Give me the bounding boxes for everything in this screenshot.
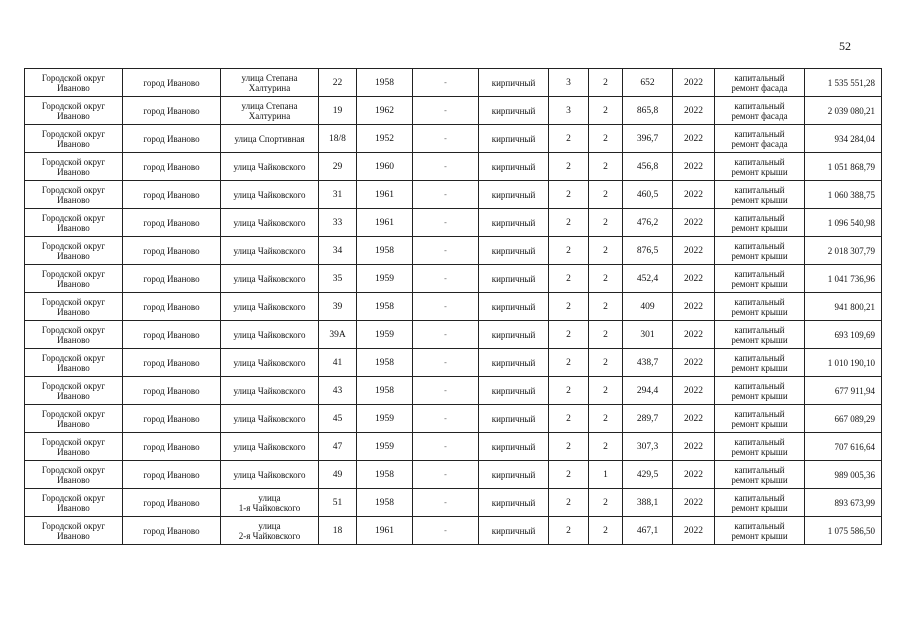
- house-number-cell: 39А: [319, 321, 357, 349]
- floors-cell: 2: [549, 517, 589, 545]
- repair-year-cell: 2022: [673, 265, 715, 293]
- table-row: [25, 237, 882, 265]
- table-row: [25, 405, 882, 433]
- street-cell: улица Чайковского: [221, 321, 319, 349]
- floors-cell: 2: [549, 265, 589, 293]
- municipality-cell: Городской округ Иваново: [25, 153, 123, 181]
- house-number-cell: 49: [319, 461, 357, 489]
- entrances-cell: 2: [589, 517, 623, 545]
- floors-cell: 2: [549, 461, 589, 489]
- floors-cell: 3: [549, 97, 589, 125]
- cost-cell: 1 535 551,28: [805, 69, 882, 97]
- municipality-cell: Городской округ Иваново: [25, 433, 123, 461]
- floors-cell: 2: [549, 349, 589, 377]
- entrances-cell: 2: [589, 69, 623, 97]
- repair-year-cell: 2022: [673, 433, 715, 461]
- house-number-cell: 47: [319, 433, 357, 461]
- year-built-cell: 1958: [357, 349, 413, 377]
- wall-material-cell: кирпичный: [479, 181, 549, 209]
- municipality-cell: Городской округ Иваново: [25, 97, 123, 125]
- table-row: [25, 517, 882, 545]
- settlement-cell: город Иваново: [123, 377, 221, 405]
- table-row: [25, 181, 882, 209]
- area-cell: 456,8: [623, 153, 673, 181]
- cost-cell: 934 284,04: [805, 125, 882, 153]
- cost-cell: 1 051 868,79: [805, 153, 882, 181]
- year-reconstruction-cell: -: [413, 405, 479, 433]
- street-cell: улица Чайковского: [221, 461, 319, 489]
- cost-cell: 707 616,64: [805, 433, 882, 461]
- repair-year-cell: 2022: [673, 405, 715, 433]
- wall-material-cell: кирпичный: [479, 293, 549, 321]
- municipality-cell: Городской округ Иваново: [25, 517, 123, 545]
- entrances-cell: 2: [589, 433, 623, 461]
- area-cell: 388,1: [623, 489, 673, 517]
- entrances-cell: 2: [589, 237, 623, 265]
- street-cell: улица 2-я Чайковского: [221, 517, 319, 545]
- repair-year-cell: 2022: [673, 461, 715, 489]
- floors-cell: 2: [549, 181, 589, 209]
- year-reconstruction-cell: -: [413, 181, 479, 209]
- floors-cell: 2: [549, 405, 589, 433]
- repair-year-cell: 2022: [673, 125, 715, 153]
- street-cell: улица 1-я Чайковского: [221, 489, 319, 517]
- repair-year-cell: 2022: [673, 69, 715, 97]
- house-number-cell: 43: [319, 377, 357, 405]
- street-cell: улица Степана Халтурина: [221, 69, 319, 97]
- area-cell: 452,4: [623, 265, 673, 293]
- house-number-cell: 22: [319, 69, 357, 97]
- street-cell: улица Чайковского: [221, 405, 319, 433]
- table-row: [25, 321, 882, 349]
- table-row: [25, 97, 882, 125]
- area-cell: 460,5: [623, 181, 673, 209]
- year-built-cell: 1959: [357, 265, 413, 293]
- floors-cell: 2: [549, 209, 589, 237]
- settlement-cell: город Иваново: [123, 125, 221, 153]
- entrances-cell: 2: [589, 293, 623, 321]
- street-cell: улица Чайковского: [221, 153, 319, 181]
- settlement-cell: город Иваново: [123, 237, 221, 265]
- work-type-cell: капитальный ремонт крыши: [715, 377, 805, 405]
- repair-year-cell: 2022: [673, 237, 715, 265]
- settlement-cell: город Иваново: [123, 433, 221, 461]
- year-reconstruction-cell: -: [413, 461, 479, 489]
- floors-cell: 2: [549, 293, 589, 321]
- year-reconstruction-cell: -: [413, 321, 479, 349]
- entrances-cell: 2: [589, 181, 623, 209]
- year-reconstruction-cell: -: [413, 293, 479, 321]
- repair-year-cell: 2022: [673, 293, 715, 321]
- settlement-cell: город Иваново: [123, 153, 221, 181]
- entrances-cell: 2: [589, 97, 623, 125]
- entrances-cell: 2: [589, 489, 623, 517]
- repair-year-cell: 2022: [673, 377, 715, 405]
- settlement-cell: город Иваново: [123, 461, 221, 489]
- table-body: [25, 69, 882, 545]
- year-reconstruction-cell: -: [413, 237, 479, 265]
- house-number-cell: 39: [319, 293, 357, 321]
- year-built-cell: 1958: [357, 489, 413, 517]
- floors-cell: 2: [549, 125, 589, 153]
- table-row: [25, 377, 882, 405]
- year-reconstruction-cell: -: [413, 349, 479, 377]
- work-type-cell: капитальный ремонт крыши: [715, 181, 805, 209]
- municipality-cell: Городской округ Иваново: [25, 349, 123, 377]
- work-type-cell: капитальный ремонт крыши: [715, 321, 805, 349]
- table-row: [25, 489, 882, 517]
- area-cell: 865,8: [623, 97, 673, 125]
- area-cell: 396,7: [623, 125, 673, 153]
- wall-material-cell: кирпичный: [479, 517, 549, 545]
- cost-cell: 693 109,69: [805, 321, 882, 349]
- house-number-cell: 31: [319, 181, 357, 209]
- settlement-cell: город Иваново: [123, 209, 221, 237]
- entrances-cell: 2: [589, 125, 623, 153]
- table-row: [25, 153, 882, 181]
- municipality-cell: Городской округ Иваново: [25, 237, 123, 265]
- year-reconstruction-cell: -: [413, 489, 479, 517]
- wall-material-cell: кирпичный: [479, 405, 549, 433]
- repair-year-cell: 2022: [673, 321, 715, 349]
- work-type-cell: капитальный ремонт фасада: [715, 125, 805, 153]
- wall-material-cell: кирпичный: [479, 209, 549, 237]
- wall-material-cell: кирпичный: [479, 265, 549, 293]
- wall-material-cell: кирпичный: [479, 489, 549, 517]
- house-number-cell: 29: [319, 153, 357, 181]
- year-reconstruction-cell: -: [413, 517, 479, 545]
- cost-cell: 1 096 540,98: [805, 209, 882, 237]
- street-cell: улица Чайковского: [221, 209, 319, 237]
- settlement-cell: город Иваново: [123, 97, 221, 125]
- cost-cell: 2 018 307,79: [805, 237, 882, 265]
- street-cell: улица Чайковского: [221, 349, 319, 377]
- municipality-cell: Городской округ Иваново: [25, 461, 123, 489]
- house-number-cell: 41: [319, 349, 357, 377]
- table-row: [25, 125, 882, 153]
- house-number-cell: 33: [319, 209, 357, 237]
- entrances-cell: 2: [589, 321, 623, 349]
- settlement-cell: город Иваново: [123, 181, 221, 209]
- area-cell: 429,5: [623, 461, 673, 489]
- entrances-cell: 2: [589, 265, 623, 293]
- year-built-cell: 1958: [357, 293, 413, 321]
- year-reconstruction-cell: -: [413, 265, 479, 293]
- entrances-cell: 2: [589, 209, 623, 237]
- repair-year-cell: 2022: [673, 349, 715, 377]
- municipality-cell: Городской округ Иваново: [25, 321, 123, 349]
- year-reconstruction-cell: -: [413, 433, 479, 461]
- entrances-cell: 2: [589, 377, 623, 405]
- work-type-cell: капитальный ремонт крыши: [715, 265, 805, 293]
- street-cell: улица Чайковского: [221, 237, 319, 265]
- wall-material-cell: кирпичный: [479, 433, 549, 461]
- entrances-cell: 2: [589, 153, 623, 181]
- floors-cell: 3: [549, 69, 589, 97]
- house-number-cell: 18: [319, 517, 357, 545]
- municipality-cell: Городской округ Иваново: [25, 69, 123, 97]
- year-built-cell: 1958: [357, 461, 413, 489]
- work-type-cell: капитальный ремонт крыши: [715, 489, 805, 517]
- house-number-cell: 51: [319, 489, 357, 517]
- municipality-cell: Городской округ Иваново: [25, 209, 123, 237]
- street-cell: улица Чайковского: [221, 433, 319, 461]
- cost-cell: 1 010 190,10: [805, 349, 882, 377]
- wall-material-cell: кирпичный: [479, 349, 549, 377]
- street-cell: улица Чайковского: [221, 181, 319, 209]
- year-reconstruction-cell: -: [413, 69, 479, 97]
- area-cell: 289,7: [623, 405, 673, 433]
- year-built-cell: 1959: [357, 433, 413, 461]
- work-type-cell: капитальный ремонт крыши: [715, 237, 805, 265]
- cost-cell: 941 800,21: [805, 293, 882, 321]
- settlement-cell: город Иваново: [123, 517, 221, 545]
- wall-material-cell: кирпичный: [479, 153, 549, 181]
- area-cell: 294,4: [623, 377, 673, 405]
- municipality-cell: Городской округ Иваново: [25, 405, 123, 433]
- area-cell: 438,7: [623, 349, 673, 377]
- floors-cell: 2: [549, 237, 589, 265]
- settlement-cell: город Иваново: [123, 293, 221, 321]
- house-number-cell: 18/8: [319, 125, 357, 153]
- settlement-cell: город Иваново: [123, 405, 221, 433]
- cost-cell: 2 039 080,21: [805, 97, 882, 125]
- cost-cell: 667 089,29: [805, 405, 882, 433]
- year-built-cell: 1961: [357, 209, 413, 237]
- municipality-cell: Городской округ Иваново: [25, 265, 123, 293]
- cost-cell: 1 060 388,75: [805, 181, 882, 209]
- cost-cell: 1 075 586,50: [805, 517, 882, 545]
- street-cell: улица Степана Халтурина: [221, 97, 319, 125]
- house-number-cell: 34: [319, 237, 357, 265]
- work-type-cell: капитальный ремонт крыши: [715, 517, 805, 545]
- floors-cell: 2: [549, 153, 589, 181]
- cost-cell: 677 911,94: [805, 377, 882, 405]
- year-built-cell: 1961: [357, 181, 413, 209]
- floors-cell: 2: [549, 321, 589, 349]
- area-cell: 476,2: [623, 209, 673, 237]
- year-built-cell: 1958: [357, 237, 413, 265]
- table-row: [25, 433, 882, 461]
- municipality-cell: Городской округ Иваново: [25, 489, 123, 517]
- entrances-cell: 2: [589, 405, 623, 433]
- work-type-cell: капитальный ремонт крыши: [715, 209, 805, 237]
- wall-material-cell: кирпичный: [479, 69, 549, 97]
- year-built-cell: 1959: [357, 405, 413, 433]
- year-built-cell: 1961: [357, 517, 413, 545]
- area-cell: 467,1: [623, 517, 673, 545]
- work-type-cell: капитальный ремонт фасада: [715, 69, 805, 97]
- street-cell: улица Чайковского: [221, 377, 319, 405]
- entrances-cell: 1: [589, 461, 623, 489]
- year-reconstruction-cell: -: [413, 97, 479, 125]
- floors-cell: 2: [549, 489, 589, 517]
- municipality-cell: Городской округ Иваново: [25, 125, 123, 153]
- wall-material-cell: кирпичный: [479, 237, 549, 265]
- settlement-cell: город Иваново: [123, 265, 221, 293]
- settlement-cell: город Иваново: [123, 349, 221, 377]
- work-type-cell: капитальный ремонт крыши: [715, 349, 805, 377]
- settlement-cell: город Иваново: [123, 69, 221, 97]
- year-built-cell: 1959: [357, 321, 413, 349]
- table-row: [25, 69, 882, 97]
- entrances-cell: 2: [589, 349, 623, 377]
- wall-material-cell: кирпичный: [479, 125, 549, 153]
- area-cell: 301: [623, 321, 673, 349]
- floors-cell: 2: [549, 377, 589, 405]
- area-cell: 307,3: [623, 433, 673, 461]
- housing-repair-table: [24, 68, 882, 545]
- wall-material-cell: кирпичный: [479, 461, 549, 489]
- wall-material-cell: кирпичный: [479, 321, 549, 349]
- area-cell: 652: [623, 69, 673, 97]
- street-cell: улица Спортивная: [221, 125, 319, 153]
- work-type-cell: капитальный ремонт крыши: [715, 293, 805, 321]
- municipality-cell: Городской округ Иваново: [25, 377, 123, 405]
- year-reconstruction-cell: -: [413, 125, 479, 153]
- work-type-cell: капитальный ремонт фасада: [715, 97, 805, 125]
- house-number-cell: 45: [319, 405, 357, 433]
- wall-material-cell: кирпичный: [479, 97, 549, 125]
- cost-cell: 989 005,36: [805, 461, 882, 489]
- year-built-cell: 1958: [357, 377, 413, 405]
- municipality-cell: Городской округ Иваново: [25, 181, 123, 209]
- page-number: 52: [839, 39, 851, 53]
- wall-material-cell: кирпичный: [479, 377, 549, 405]
- settlement-cell: город Иваново: [123, 489, 221, 517]
- year-built-cell: 1958: [357, 69, 413, 97]
- year-reconstruction-cell: -: [413, 377, 479, 405]
- work-type-cell: капитальный ремонт крыши: [715, 405, 805, 433]
- repair-year-cell: 2022: [673, 153, 715, 181]
- street-cell: улица Чайковского: [221, 293, 319, 321]
- table-row: [25, 461, 882, 489]
- repair-year-cell: 2022: [673, 209, 715, 237]
- year-built-cell: 1960: [357, 153, 413, 181]
- repair-year-cell: 2022: [673, 517, 715, 545]
- cost-cell: 1 041 736,96: [805, 265, 882, 293]
- work-type-cell: капитальный ремонт крыши: [715, 153, 805, 181]
- work-type-cell: капитальный ремонт крыши: [715, 461, 805, 489]
- settlement-cell: город Иваново: [123, 321, 221, 349]
- table-row: [25, 293, 882, 321]
- table-row: [25, 349, 882, 377]
- year-built-cell: 1962: [357, 97, 413, 125]
- street-cell: улица Чайковского: [221, 265, 319, 293]
- house-number-cell: 35: [319, 265, 357, 293]
- year-built-cell: 1952: [357, 125, 413, 153]
- work-type-cell: капитальный ремонт крыши: [715, 433, 805, 461]
- table-row: [25, 265, 882, 293]
- repair-year-cell: 2022: [673, 489, 715, 517]
- area-cell: 876,5: [623, 237, 673, 265]
- table-row: [25, 209, 882, 237]
- area-cell: 409: [623, 293, 673, 321]
- year-reconstruction-cell: -: [413, 153, 479, 181]
- repair-year-cell: 2022: [673, 181, 715, 209]
- house-number-cell: 19: [319, 97, 357, 125]
- cost-cell: 893 673,99: [805, 489, 882, 517]
- floors-cell: 2: [549, 433, 589, 461]
- year-reconstruction-cell: -: [413, 209, 479, 237]
- municipality-cell: Городской округ Иваново: [25, 293, 123, 321]
- repair-year-cell: 2022: [673, 97, 715, 125]
